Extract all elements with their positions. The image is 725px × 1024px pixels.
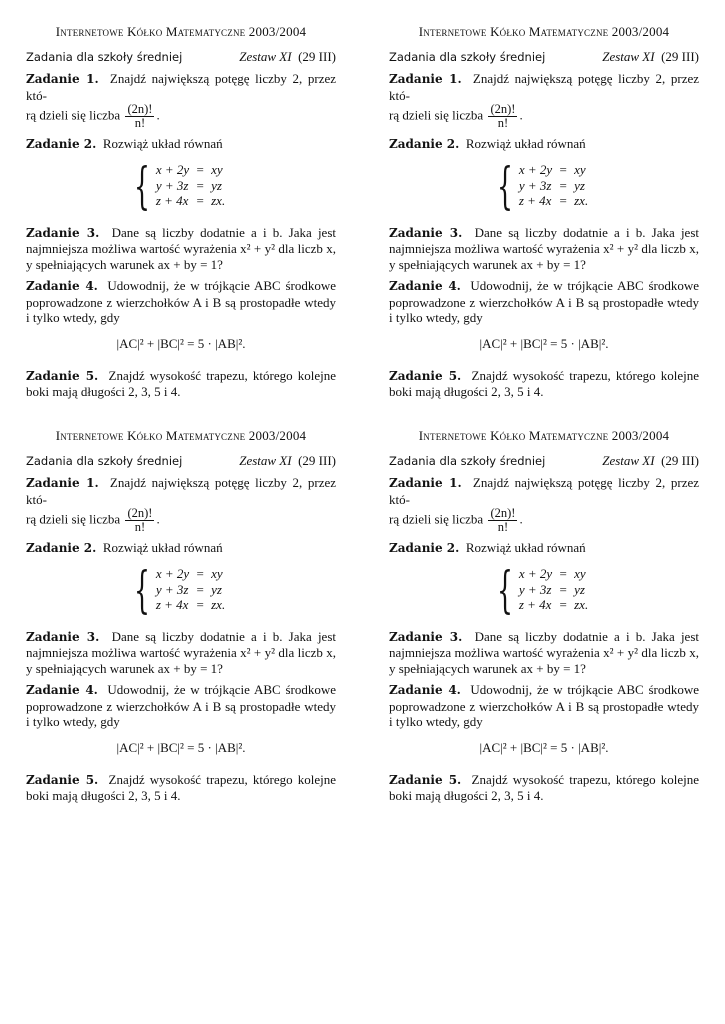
task-3-label: Zadanie 3. bbox=[389, 629, 463, 644]
eq2-sign: = bbox=[559, 177, 567, 193]
task-4 bbox=[26, 682, 336, 730]
set-label: Zestaw XI bbox=[602, 49, 655, 64]
equation-system bbox=[489, 156, 699, 215]
task-2 bbox=[26, 136, 336, 153]
eq1-sign: = bbox=[559, 566, 567, 582]
task-1-text-a: Znajdź największą potęgę liczby 2, przez któ- bbox=[26, 475, 337, 507]
eq3-sign: = bbox=[559, 597, 567, 613]
task-5 bbox=[26, 772, 336, 804]
fraction-denominator: n! bbox=[134, 116, 146, 130]
task-4-text: Udowodnij, że w trójkącie ABC środkowe poprowadzone z wierzchołków A i B są prostopadłe wtedy i tylko wtedy, gdy bbox=[26, 682, 337, 729]
fraction-numerator: (2n)! bbox=[490, 506, 516, 520]
task-4-text: Udowodnij, że w trójkącie ABC środkowe poprowadzone z wierzchołków A i B są prostopadłe wtedy i tylko wtedy, gdy bbox=[389, 278, 700, 325]
task-4-text: Udowodnij, że w trójkącie ABC środkowe poprowadzone z wierzchołków A i B są prostopadłe wtedy i tylko wtedy, gdy bbox=[26, 278, 337, 325]
task-1-text-b: rą dzieli się liczba bbox=[389, 107, 484, 123]
eq1-rhs: xy bbox=[574, 162, 586, 178]
eq2-lhs: y + 3z bbox=[518, 177, 552, 193]
task-5-text: Znajdź wysokość trapezu, którego kolejne boki mają długości 2, 3, 5 i 4. bbox=[26, 367, 336, 399]
task-4 bbox=[26, 278, 336, 326]
task-3 bbox=[389, 629, 699, 677]
task-5-text: Znajdź wysokość trapezu, którego kolejne boki mają długości 2, 3, 5 i 4. bbox=[26, 771, 336, 803]
eq1-rhs: xy bbox=[574, 566, 586, 582]
fraction-numerator: (2n)! bbox=[127, 506, 153, 520]
fraction-numerator: (2n)! bbox=[127, 102, 153, 116]
task-1-label: Zadanie 1. bbox=[389, 476, 462, 490]
task-1-label: Zadanie 1. bbox=[26, 476, 99, 490]
task-1-text-a: Znajdź największą potęgę liczby 2, przez któ- bbox=[389, 475, 700, 507]
task-1-end: . bbox=[519, 107, 523, 123]
task-2-text: Rozwiąż układ równań bbox=[102, 136, 223, 151]
eq3-rhs: zx. bbox=[211, 193, 226, 209]
task-4-label: Zadanie 4. bbox=[389, 279, 461, 293]
page-title: Internetowe Kółko Matematyczne 2003/2004 bbox=[418, 24, 670, 39]
task-2-text: Rozwiąż układ równań bbox=[102, 540, 223, 555]
eq2-sign: = bbox=[196, 581, 204, 597]
task-1-text-a: Znajdź największą potęgę liczby 2, przez któ- bbox=[26, 71, 337, 103]
task-4-formula: |AC|² + |BC|² = 5 · |AB|². bbox=[479, 335, 609, 351]
task-2 bbox=[389, 540, 699, 557]
set-info bbox=[602, 453, 699, 469]
task-4-formula: |AC|² + |BC|² = 5 · |AB|². bbox=[116, 335, 246, 351]
subheader bbox=[389, 453, 699, 469]
school-level: Zadania dla szkoły średniej bbox=[389, 454, 546, 468]
task-3-label: Zadanie 3. bbox=[26, 629, 100, 644]
eq3-sign: = bbox=[196, 597, 204, 613]
eq2-lhs: y + 3z bbox=[155, 581, 189, 597]
set-label: Zestaw XI bbox=[602, 453, 655, 468]
eq1-rhs: xy bbox=[211, 162, 223, 178]
task-3-label: Zadanie 3. bbox=[389, 225, 463, 240]
equations bbox=[519, 162, 588, 209]
brace-icon: { bbox=[133, 560, 150, 619]
eq1-sign: = bbox=[196, 566, 204, 582]
sheet-bottom-right bbox=[389, 428, 699, 804]
eq2-lhs: y + 3z bbox=[518, 581, 552, 597]
task-1 bbox=[389, 475, 699, 534]
set-label: Zestaw XI bbox=[239, 49, 292, 64]
brace-icon: { bbox=[133, 156, 150, 215]
task-2 bbox=[26, 540, 336, 557]
equations bbox=[519, 566, 588, 613]
eq1-sign: = bbox=[559, 162, 567, 178]
eq1-lhs: x + 2y bbox=[518, 162, 553, 178]
task-1-fraction bbox=[125, 507, 154, 534]
school-level: Zadania dla szkoły średniej bbox=[26, 50, 183, 64]
school-level: Zadania dla szkoły średniej bbox=[26, 454, 183, 468]
task-1-text-b: rą dzieli się liczba bbox=[26, 107, 121, 123]
eq3-rhs: zx. bbox=[574, 193, 589, 209]
sheet-bottom-left bbox=[26, 428, 336, 804]
equations bbox=[156, 162, 225, 209]
set-info bbox=[602, 49, 699, 65]
task-4-formula: |AC|² + |BC|² = 5 · |AB|². bbox=[116, 739, 246, 755]
task-5-label: Zadanie 5. bbox=[26, 368, 99, 383]
fraction-denominator: n! bbox=[497, 116, 509, 130]
set-label: Zestaw XI bbox=[239, 453, 292, 468]
eq1-lhs: x + 2y bbox=[155, 566, 190, 582]
task-3-text: Dane są liczby dodatnie a i b. Jaka jest najmniejsza możliwa wartość wyrażenia x² + y² dla liczb x, y spełniających warunek ax + by = 1? bbox=[389, 224, 700, 272]
subheader bbox=[389, 49, 699, 65]
task-2-label: Zadanie 2. bbox=[26, 541, 97, 555]
equation-system bbox=[126, 156, 336, 215]
task-3-text: Dane są liczby dodatnie a i b. Jaka jest najmniejsza możliwa wartość wyrażenia x² + y² dla liczb x, y spełniających warunek ax + by = 1? bbox=[389, 628, 700, 676]
task-2-label: Zadanie 2. bbox=[26, 137, 97, 151]
task-5-text: Znajdź wysokość trapezu, którego kolejne boki mają długości 2, 3, 5 i 4. bbox=[389, 367, 699, 399]
task-1-end: . bbox=[156, 511, 160, 527]
task-5 bbox=[389, 368, 699, 400]
task-1 bbox=[26, 71, 336, 130]
brace-icon: { bbox=[496, 156, 513, 215]
task-4-label: Zadanie 4. bbox=[389, 683, 461, 697]
set-date: (29 III) bbox=[298, 49, 336, 64]
eq2-sign: = bbox=[559, 581, 567, 597]
equations bbox=[156, 566, 225, 613]
task-2-text: Rozwiąż układ równań bbox=[465, 540, 586, 555]
task-2 bbox=[389, 136, 699, 153]
eq3-rhs: zx. bbox=[574, 597, 589, 613]
eq2-rhs: yz bbox=[574, 581, 585, 597]
task-3 bbox=[389, 225, 699, 273]
fraction-denominator: n! bbox=[497, 520, 509, 534]
eq3-sign: = bbox=[559, 193, 567, 209]
task-1 bbox=[26, 475, 336, 534]
task-1-text-b: rą dzieli się liczba bbox=[389, 511, 484, 527]
eq2-rhs: yz bbox=[211, 581, 222, 597]
eq2-sign: = bbox=[196, 177, 204, 193]
equation-system bbox=[126, 560, 336, 619]
eq1-lhs: x + 2y bbox=[155, 162, 190, 178]
set-date: (29 III) bbox=[661, 453, 699, 468]
subheader bbox=[26, 49, 336, 65]
task-2-text: Rozwiąż układ równań bbox=[465, 136, 586, 151]
task-1-text-b: rą dzieli się liczba bbox=[26, 511, 121, 527]
brace-icon: { bbox=[496, 560, 513, 619]
fraction-denominator: n! bbox=[134, 520, 146, 534]
eq2-lhs: y + 3z bbox=[155, 177, 189, 193]
set-date: (29 III) bbox=[298, 453, 336, 468]
task-3 bbox=[26, 225, 336, 273]
task-4-formula: |AC|² + |BC|² = 5 · |AB|². bbox=[479, 739, 609, 755]
eq3-rhs: zx. bbox=[211, 597, 226, 613]
task-3-text: Dane są liczby dodatnie a i b. Jaka jest najmniejsza możliwa wartość wyrażenia x² + y² dla liczb x, y spełniających warunek ax + by = 1? bbox=[26, 224, 337, 272]
task-4-label: Zadanie 4. bbox=[26, 279, 98, 293]
task-4-text: Udowodnij, że w trójkącie ABC środkowe poprowadzone z wierzchołków A i B są prostopadłe wtedy i tylko wtedy, gdy bbox=[389, 682, 700, 729]
task-4-label: Zadanie 4. bbox=[26, 683, 98, 697]
task-5 bbox=[389, 772, 699, 804]
task-1-label: Zadanie 1. bbox=[389, 72, 462, 86]
task-3-text: Dane są liczby dodatnie a i b. Jaka jest najmniejsza możliwa wartość wyrażenia x² + y² dla liczb x, y spełniających warunek ax + by = 1? bbox=[26, 628, 337, 676]
task-1-end: . bbox=[519, 511, 523, 527]
school-level: Zadania dla szkoły średniej bbox=[389, 50, 546, 64]
task-1 bbox=[389, 71, 699, 130]
set-info bbox=[239, 453, 336, 469]
eq2-rhs: yz bbox=[211, 177, 222, 193]
eq3-sign: = bbox=[196, 193, 204, 209]
task-1-text-a: Znajdź największą potęgę liczby 2, przez któ- bbox=[389, 71, 700, 103]
page-title: Internetowe Kółko Matematyczne 2003/2004 bbox=[418, 428, 670, 443]
set-date: (29 III) bbox=[661, 49, 699, 64]
task-2-label: Zadanie 2. bbox=[389, 541, 460, 555]
task-4 bbox=[389, 682, 699, 730]
fraction-numerator: (2n)! bbox=[490, 102, 516, 116]
eq3-lhs: z + 4x bbox=[518, 193, 552, 209]
task-2-label: Zadanie 2. bbox=[389, 137, 460, 151]
eq1-sign: = bbox=[196, 162, 204, 178]
task-5-label: Zadanie 5. bbox=[26, 772, 99, 787]
sheet-top-left bbox=[26, 24, 336, 400]
eq3-lhs: z + 4x bbox=[155, 193, 189, 209]
set-info bbox=[239, 49, 336, 65]
eq3-lhs: z + 4x bbox=[518, 597, 552, 613]
eq1-lhs: x + 2y bbox=[518, 566, 553, 582]
eq3-lhs: z + 4x bbox=[155, 597, 189, 613]
task-1-fraction bbox=[125, 103, 154, 130]
eq1-rhs: xy bbox=[211, 566, 223, 582]
task-3 bbox=[26, 629, 336, 677]
task-5-label: Zadanie 5. bbox=[389, 368, 462, 383]
eq2-rhs: yz bbox=[574, 177, 585, 193]
task-3-label: Zadanie 3. bbox=[26, 225, 100, 240]
task-1-fraction bbox=[488, 507, 517, 534]
task-4 bbox=[389, 278, 699, 326]
page-title: Internetowe Kółko Matematyczne 2003/2004 bbox=[55, 24, 307, 39]
equation-system bbox=[489, 560, 699, 619]
task-5-text: Znajdź wysokość trapezu, którego kolejne boki mają długości 2, 3, 5 i 4. bbox=[389, 771, 699, 803]
task-1-label: Zadanie 1. bbox=[26, 72, 99, 86]
task-5 bbox=[26, 368, 336, 400]
subheader bbox=[26, 453, 336, 469]
task-5-label: Zadanie 5. bbox=[389, 772, 462, 787]
task-1-fraction bbox=[488, 103, 517, 130]
page-title: Internetowe Kółko Matematyczne 2003/2004 bbox=[55, 428, 307, 443]
task-1-end: . bbox=[156, 107, 160, 123]
sheet-top-right bbox=[389, 24, 699, 400]
